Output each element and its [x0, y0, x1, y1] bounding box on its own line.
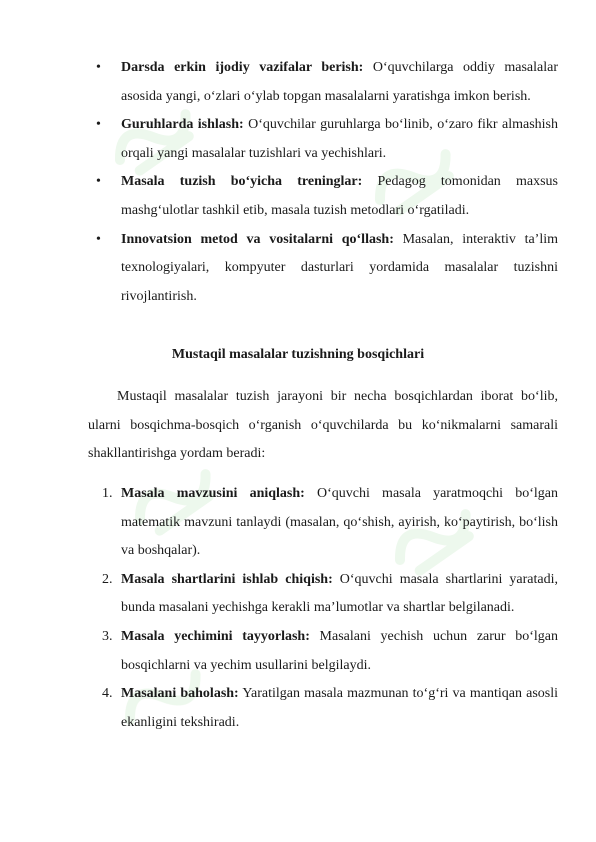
bullet-title: Guruhlarda ishlash:	[121, 117, 244, 133]
bullet-item	[0, 226, 596, 312]
bullet-item	[0, 111, 596, 168]
step-title: Masala shartlarini ishlab chiqish:	[121, 571, 333, 587]
step-item	[0, 480, 596, 566]
bullet-title: Innovatsion metod va vositalarni qo‘llash:	[121, 231, 394, 247]
bullet-marker: •	[96, 117, 101, 133]
step-title: Masalani baholash:	[121, 686, 239, 702]
bullet-item	[0, 54, 596, 111]
step-title: Masala mavzusini aniqlash:	[121, 486, 305, 501]
bullet-text: O‘quvchilarga oddiy masalalar asosida yangi, o‘zlari o‘ylab topgan masalalarni yaratishga imkon berish.	[121, 60, 558, 104]
bullet-text: Masalan, interaktiv ta’lim texnologiyalari, kompyuter dasturlari yordamida masalalar tuzishni rivojlantirish.	[121, 231, 558, 304]
step-number: 3.	[102, 628, 113, 644]
step-item	[0, 680, 596, 737]
bullet-text: O‘quvchilar guruhlarga bo‘linib, o‘zaro fikr almashish orqali yangi masalalar tuzishlari va yechishlari.	[121, 117, 559, 161]
steps-list	[0, 480, 596, 737]
step-item	[0, 566, 596, 623]
bullet-marker: •	[96, 231, 101, 247]
bullet-marker: •	[96, 174, 101, 190]
intro-paragraph: Mustaqil masalalar tuzish jarayoni bir necha bosqichlardan iborat bo‘lib, ularni bosqichma-bosqich o‘rganish o‘quvchilarda bu ko‘nikmalarni samarali shakllantirishga yordam beradi:	[88, 389, 558, 462]
step-text: O‘quvchi masala yaratmoqchi bo‘lgan matematik mavzuni tanlaydi (masalan, qo‘shish, ayirish, ko‘paytirish, bo‘lish va boshqalar).	[121, 486, 558, 559]
step-text: Masalani yechish uchun zarur bo‘lgan bosqichlarni va yechim usullarini belgilaydi.	[121, 628, 559, 673]
step-number: 2.	[102, 571, 113, 587]
bullet-list	[0, 54, 596, 311]
step-title: Masala yechimini tayyorlash:	[121, 628, 310, 644]
section-heading: Mustaqil masalalar tuzishning bosqichlari	[171, 347, 425, 362]
step-text: O‘quvchi masala shartlarini yaratadi, bunda masalani yechishga kerakli ma’lumotlar va shartlar belgilanadi.	[121, 571, 559, 616]
bullet-marker: •	[96, 60, 101, 75]
step-text: Yaratilgan masala mazmunan to‘g‘ri va mantiqan asosli ekanligini tekshiradi.	[121, 686, 559, 730]
bullet-text: Pedagog tomonidan maxsus mashg‘ulotlar tashkil etib, masala tuzish metodlari o‘rgatiladi.	[121, 174, 558, 218]
bullet-title: Masala tuzish bo‘yicha treninglar:	[121, 174, 363, 190]
bullet-title: Darsda erkin ijodiy vazifalar berish:	[121, 60, 364, 75]
step-item	[0, 623, 596, 680]
step-number: 1.	[102, 486, 113, 501]
step-number: 4.	[102, 686, 113, 702]
bullet-item	[0, 168, 596, 225]
